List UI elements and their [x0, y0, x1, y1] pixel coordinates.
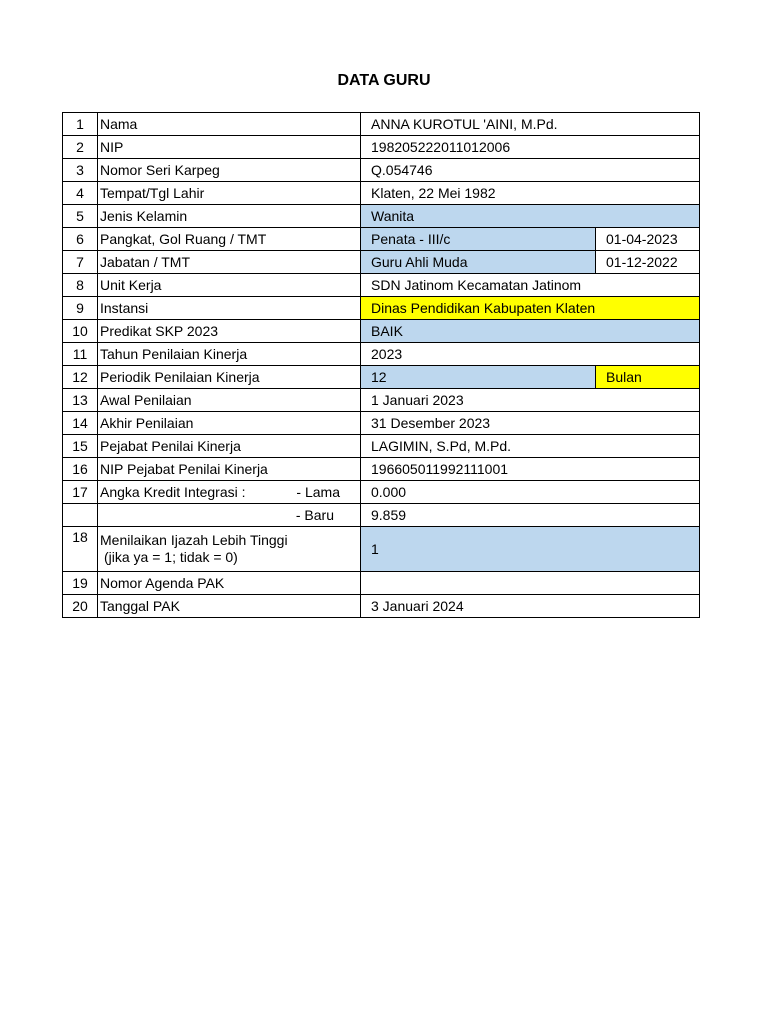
row-label: Awal Penilaian	[98, 389, 361, 412]
table-row	[63, 228, 700, 251]
row-label: Jenis Kelamin	[98, 205, 361, 228]
row-value[interactable]: 1	[361, 527, 700, 572]
row-value[interactable]: BAIK	[361, 320, 700, 343]
row-label: Jabatan / TMT	[98, 251, 361, 274]
row-label: Predikat SKP 2023	[98, 320, 361, 343]
table-row	[63, 481, 700, 504]
table-row	[63, 159, 700, 182]
table-row	[63, 274, 700, 297]
row-label: Tempat/Tgl Lahir	[98, 182, 361, 205]
row-number: 13	[63, 389, 98, 412]
row-number: 6	[63, 228, 98, 251]
credit-label: Angka Kredit Integrasi :	[100, 484, 246, 500]
row-value[interactable]: 9.859	[361, 504, 700, 527]
row-number: 5	[63, 205, 98, 228]
table-row	[63, 297, 700, 320]
row-number: 4	[63, 182, 98, 205]
row-value[interactable]: Penata - III/c	[361, 228, 596, 251]
table-row	[63, 205, 700, 228]
credit-old-label: - Lama	[296, 484, 340, 500]
row-number: 7	[63, 251, 98, 274]
row-value[interactable]: Q.054746	[361, 159, 700, 182]
row-label: Nomor Agenda PAK	[98, 572, 361, 595]
row-number: 18	[63, 527, 98, 572]
row-value[interactable]: Klaten, 22 Mei 1982	[361, 182, 700, 205]
page-title: DATA GURU	[337, 72, 431, 89]
row-number: 8	[63, 274, 98, 297]
row-label	[98, 527, 361, 572]
row-label: NIP	[98, 136, 361, 159]
row-label: Instansi	[98, 297, 361, 320]
row-value[interactable]: LAGIMIN, S.Pd, M.Pd.	[361, 435, 700, 458]
row-value[interactable]: 0.000	[361, 481, 700, 504]
data-guru-table	[62, 112, 700, 618]
row-label: Nama	[98, 113, 361, 136]
table-row	[63, 320, 700, 343]
table-row	[63, 389, 700, 412]
row-label: Unit Kerja	[98, 274, 361, 297]
row-value[interactable]	[361, 572, 700, 595]
row-label: Pangkat, Gol Ruang / TMT	[98, 228, 361, 251]
row-label: Periodik Penilaian Kinerja	[98, 366, 361, 389]
table-row	[63, 595, 700, 618]
row-value[interactable]: 3 Januari 2024	[361, 595, 700, 618]
row-tmt-date[interactable]: 01-04-2023	[596, 228, 700, 251]
table-row	[63, 572, 700, 595]
table-row	[63, 343, 700, 366]
row-value[interactable]: 12	[361, 366, 596, 389]
row-value[interactable]: 31 Desember 2023	[361, 412, 700, 435]
row-label: Pejabat Penilai Kinerja	[98, 435, 361, 458]
row-value[interactable]: Wanita	[361, 205, 700, 228]
row-number	[63, 504, 98, 527]
table-row	[63, 527, 700, 572]
row-number: 14	[63, 412, 98, 435]
row-label-line1: Menilaikan Ijazah Lebih Tinggi	[100, 532, 288, 548]
row-number: 3	[63, 159, 98, 182]
row-value[interactable]: 196605011992111001	[361, 458, 700, 481]
row-number: 16	[63, 458, 98, 481]
row-number: 20	[63, 595, 98, 618]
row-number: 19	[63, 572, 98, 595]
row-number: 17	[63, 481, 98, 504]
row-number: 10	[63, 320, 98, 343]
row-value[interactable]: 1 Januari 2023	[361, 389, 700, 412]
row-label: Akhir Penilaian	[98, 412, 361, 435]
table-row	[63, 113, 700, 136]
row-number: 2	[63, 136, 98, 159]
row-value[interactable]: 198205222011012006	[361, 136, 700, 159]
row-tmt-date[interactable]: 01-12-2022	[596, 251, 700, 274]
table-row	[63, 251, 700, 274]
row-label: NIP Pejabat Penilai Kinerja	[98, 458, 361, 481]
row-value[interactable]: ANNA KUROTUL 'AINI, M.Pd.	[361, 113, 700, 136]
row-number: 11	[63, 343, 98, 366]
row-number: 9	[63, 297, 98, 320]
row-label: Tanggal PAK	[98, 595, 361, 618]
row-label	[98, 481, 361, 504]
row-number: 1	[63, 113, 98, 136]
table-row	[63, 182, 700, 205]
row-number: 12	[63, 366, 98, 389]
row-number: 15	[63, 435, 98, 458]
credit-new-label: - Baru	[98, 504, 361, 527]
table-row	[63, 504, 700, 527]
row-label: Nomor Seri Karpeg	[98, 159, 361, 182]
row-value[interactable]: SDN Jatinom Kecamatan Jatinom	[361, 274, 700, 297]
table-row	[63, 435, 700, 458]
row-value[interactable]: Dinas Pendidikan Kabupaten Klaten	[361, 297, 700, 320]
table-row	[63, 136, 700, 159]
row-label-line2: (jika ya = 1; tidak = 0)	[104, 549, 238, 565]
row-value[interactable]: Guru Ahli Muda	[361, 251, 596, 274]
table-row	[63, 412, 700, 435]
row-value[interactable]: 2023	[361, 343, 700, 366]
row-label: Tahun Penilaian Kinerja	[98, 343, 361, 366]
row-period-unit[interactable]: Bulan	[596, 366, 700, 389]
table-row	[63, 458, 700, 481]
table-row	[63, 366, 700, 389]
